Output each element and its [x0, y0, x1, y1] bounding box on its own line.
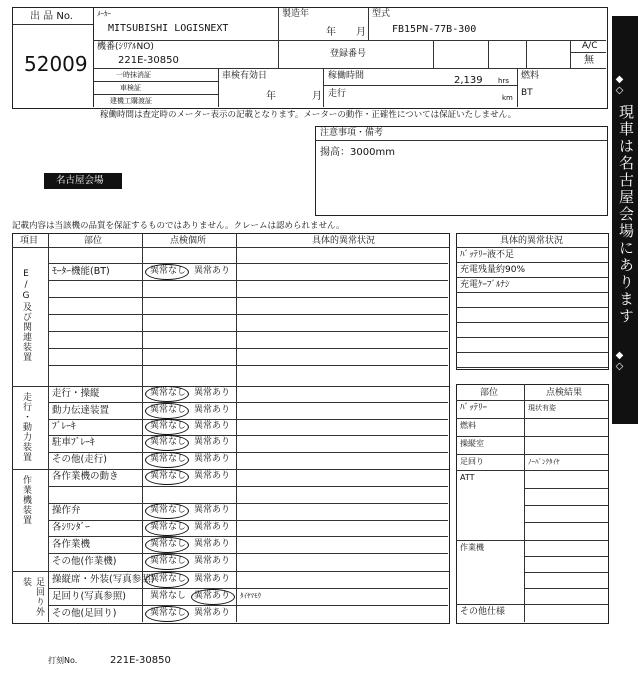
option-ok[interactable]: 異常なし	[150, 505, 187, 516]
results-subdivider	[524, 522, 608, 523]
row-part: その他(走行)	[52, 453, 107, 465]
option-ok[interactable]: 異常なし	[150, 573, 187, 584]
row-part: その他(足回り)	[52, 607, 117, 619]
row-part: 各作業機	[52, 538, 91, 550]
results-value: 現状有姿	[528, 404, 556, 412]
detail-divider	[456, 277, 608, 278]
detail-divider	[456, 307, 608, 308]
results-part: 作業機	[460, 543, 484, 552]
results-subdivider	[524, 588, 608, 589]
row-part: 各ｼﾘﾝﾀﾞｰ	[52, 521, 91, 533]
item-number-label: 出 品 No.	[30, 11, 73, 22]
row-part: 足回り(写真参照)	[52, 590, 126, 602]
maker-value: MITSUBISHI LOGISNEXT	[108, 23, 229, 34]
ac-value: 無	[584, 55, 594, 66]
row-part: ﾌﾞﾚｰｷ	[52, 421, 76, 432]
row-divider	[48, 365, 448, 366]
option-ok[interactable]: 異常なし	[150, 421, 187, 431]
results-divider	[456, 604, 608, 605]
selected-oval	[145, 520, 189, 536]
selected-oval	[145, 572, 189, 588]
row-part: 走行・操縦	[52, 388, 100, 400]
model-label: 型式	[372, 9, 391, 19]
option-ng[interactable]: 異常あり	[194, 521, 231, 532]
detail-divider	[456, 352, 608, 353]
selected-oval	[145, 606, 189, 622]
option-ng[interactable]: 異常あり	[194, 471, 231, 482]
results-divider	[456, 454, 608, 455]
option-ok[interactable]: 異常なし	[150, 453, 187, 464]
detail-divider	[456, 262, 608, 263]
selected-oval	[145, 264, 189, 280]
row-part: 駐車ﾌﾞﾚｰｷ	[52, 437, 95, 449]
results-divider	[456, 540, 608, 541]
construction-cert-label: 建機工購渡証	[110, 97, 152, 105]
section-divider	[12, 386, 449, 387]
results-subdivider	[524, 556, 608, 557]
maker-label: ﾒｰｶｰ	[97, 10, 111, 18]
row-part: 操作弁	[52, 505, 81, 517]
option-ng[interactable]: 異常あり	[194, 538, 231, 549]
col-check: 点検個所	[170, 236, 207, 246]
section-label: 足回り外装	[21, 577, 44, 617]
row-divider	[48, 435, 448, 436]
option-ng[interactable]: 異常あり	[194, 265, 231, 276]
option-ok[interactable]: 異常なし	[150, 437, 187, 448]
results-subdivider	[524, 488, 608, 489]
row-divider	[48, 536, 448, 537]
results-subdivider	[524, 505, 608, 506]
item-number: 52009	[24, 52, 88, 76]
section-divider	[12, 469, 449, 470]
inspection-expiry-label: 車検有効日	[222, 71, 268, 81]
expiry-month-unit: 月	[312, 91, 322, 102]
section-label: 走行・動力装置	[21, 392, 31, 462]
row-divider	[48, 605, 448, 606]
selected-oval	[191, 589, 235, 605]
section-label: 作業機装置	[21, 475, 31, 525]
hours-label: 稼働時間	[328, 71, 365, 81]
remarks-value: 揚高：3000mm	[320, 147, 395, 158]
side-banner-text: 現車は名古屋会場にあります	[617, 104, 635, 325]
detail-item: ﾊﾞｯﾃﾘｰ液不足	[460, 250, 515, 260]
selected-oval	[145, 419, 189, 435]
option-ng[interactable]: 異常あり	[194, 421, 231, 431]
row-divider	[48, 331, 448, 332]
selected-oval	[145, 554, 189, 570]
detail-item: 充電残量約90%	[460, 265, 526, 275]
results-part: ﾊﾞｯﾃﾘｰ	[460, 403, 488, 413]
col-detail: 具体的異常状況	[312, 236, 376, 246]
option-ng[interactable]: 異常あり	[194, 437, 231, 448]
option-ng[interactable]: 異常あり	[194, 404, 231, 415]
inspection-cert-label: 車検証	[120, 84, 141, 92]
travel-label: 走行	[328, 89, 347, 99]
ac-label: A/C	[582, 41, 598, 51]
option-ok[interactable]: 異常なし	[150, 590, 187, 601]
row-part: 動力伝達装置	[52, 404, 110, 416]
row-divider	[48, 280, 448, 281]
detail-divider	[456, 367, 608, 368]
hours-disclaimer: 稼働時間は査定時のメーター表示の記載となります。メーターの動作・正確性については保証いたしません。	[100, 110, 517, 120]
venue-label: 名古屋会場	[56, 175, 104, 186]
row-part: 操縦席・外装(写真参照)	[52, 573, 155, 585]
results-part: その他仕様	[460, 607, 506, 617]
year-unit: 年	[326, 27, 336, 38]
option-ok[interactable]: 異常なし	[150, 265, 187, 276]
stamp-value: 221E-30850	[110, 655, 171, 666]
side-banner-top-marks: ◆◇	[614, 74, 625, 96]
option-ok[interactable]: 異常なし	[150, 521, 187, 532]
results-col-part: 部位	[480, 388, 499, 398]
row-divider	[48, 348, 448, 349]
results-value: ﾉｰﾊﾟﾝｸﾀｲﾔ	[528, 458, 560, 466]
row-divider	[48, 520, 448, 521]
hours-unit: hrs	[498, 77, 509, 85]
option-ok[interactable]: 異常なし	[150, 538, 187, 549]
results-divider	[456, 418, 608, 419]
option-ok[interactable]: 異常なし	[150, 607, 187, 618]
col-item: 項目	[20, 236, 39, 246]
year-label: 製造年	[282, 9, 310, 19]
results-divider	[456, 436, 608, 437]
results-divider	[456, 470, 608, 471]
option-ng[interactable]: 異常あり	[194, 573, 231, 584]
selected-oval	[145, 537, 189, 553]
side-banner-bottom-marks: ◆◇	[614, 350, 625, 372]
option-ok[interactable]: 異常なし	[150, 471, 187, 482]
quality-disclaimer: 記載内容は当該機の品質を保証するものではありません。クレームは認められません。	[12, 221, 345, 231]
results-part: 操縦室	[460, 439, 484, 448]
detail-divider	[456, 322, 608, 323]
detail-item: 充電ｹｰﾌﾞﾙﾅｼ	[460, 280, 510, 290]
col-part: 部位	[84, 236, 103, 246]
option-ng[interactable]: 異常あり	[194, 388, 231, 399]
row-divider	[48, 452, 448, 453]
results-part: 燃料	[460, 421, 476, 430]
detail-divider	[456, 292, 608, 293]
row-divider	[48, 486, 448, 487]
option-ng[interactable]: 異常あり	[194, 607, 231, 618]
month-unit: 月	[356, 27, 366, 38]
option-ok[interactable]: 異常なし	[150, 404, 187, 415]
row-part: ﾓｰﾀｰ機能(BT)	[52, 265, 110, 277]
option-ok[interactable]: 異常なし	[150, 555, 187, 566]
option-ng[interactable]: 異常あり	[194, 590, 231, 601]
detail-divider	[456, 337, 608, 338]
model-value: FB15PN-77B-300	[392, 24, 477, 35]
temp-cert-label: 一時抹消証	[116, 71, 151, 79]
results-subdivider	[524, 572, 608, 573]
row-divider	[48, 503, 448, 504]
results-part: ATT	[460, 473, 475, 482]
option-ok[interactable]: 異常なし	[150, 388, 187, 399]
row-divider	[48, 419, 448, 420]
stamp-label: 打刻No.	[48, 656, 78, 665]
row-divider	[48, 297, 448, 298]
km-unit: km	[502, 94, 513, 102]
results-part: 足回り	[460, 457, 484, 466]
results-col-result: 点検結果	[546, 388, 583, 398]
selected-oval	[145, 403, 189, 419]
registration-label: 登録番号	[330, 49, 367, 59]
row-divider	[48, 553, 448, 554]
row-divider	[48, 314, 448, 315]
section-label: E/G及び関連装置	[21, 269, 31, 362]
fuel-value: BT	[521, 88, 533, 98]
selected-oval	[145, 452, 189, 468]
serial-label: 機番(ｼﾘｱﾙNO)	[97, 42, 154, 52]
fuel-label: 燃料	[521, 71, 540, 81]
section-divider	[12, 571, 449, 572]
remarks-label: 注意事項・備考	[320, 128, 384, 138]
row-part: 各作業機の動き	[52, 471, 119, 483]
row-part: その他(作業機)	[52, 555, 117, 567]
row-divider	[48, 588, 448, 589]
tire-note: ﾀｲﾔﾏﾓｳ	[240, 591, 261, 600]
hours-value: 2,139	[454, 75, 483, 86]
option-ng[interactable]: 異常あり	[194, 505, 231, 516]
option-ng[interactable]: 異常あり	[194, 453, 231, 464]
row-divider	[48, 402, 448, 403]
expiry-year-unit: 年	[266, 91, 276, 102]
row-divider	[48, 263, 448, 264]
serial-value: 221E-30850	[118, 55, 179, 66]
option-ng[interactable]: 異常あり	[194, 555, 231, 566]
detail-panel-header: 具体的異常状況	[500, 236, 564, 246]
selected-oval	[145, 503, 189, 519]
